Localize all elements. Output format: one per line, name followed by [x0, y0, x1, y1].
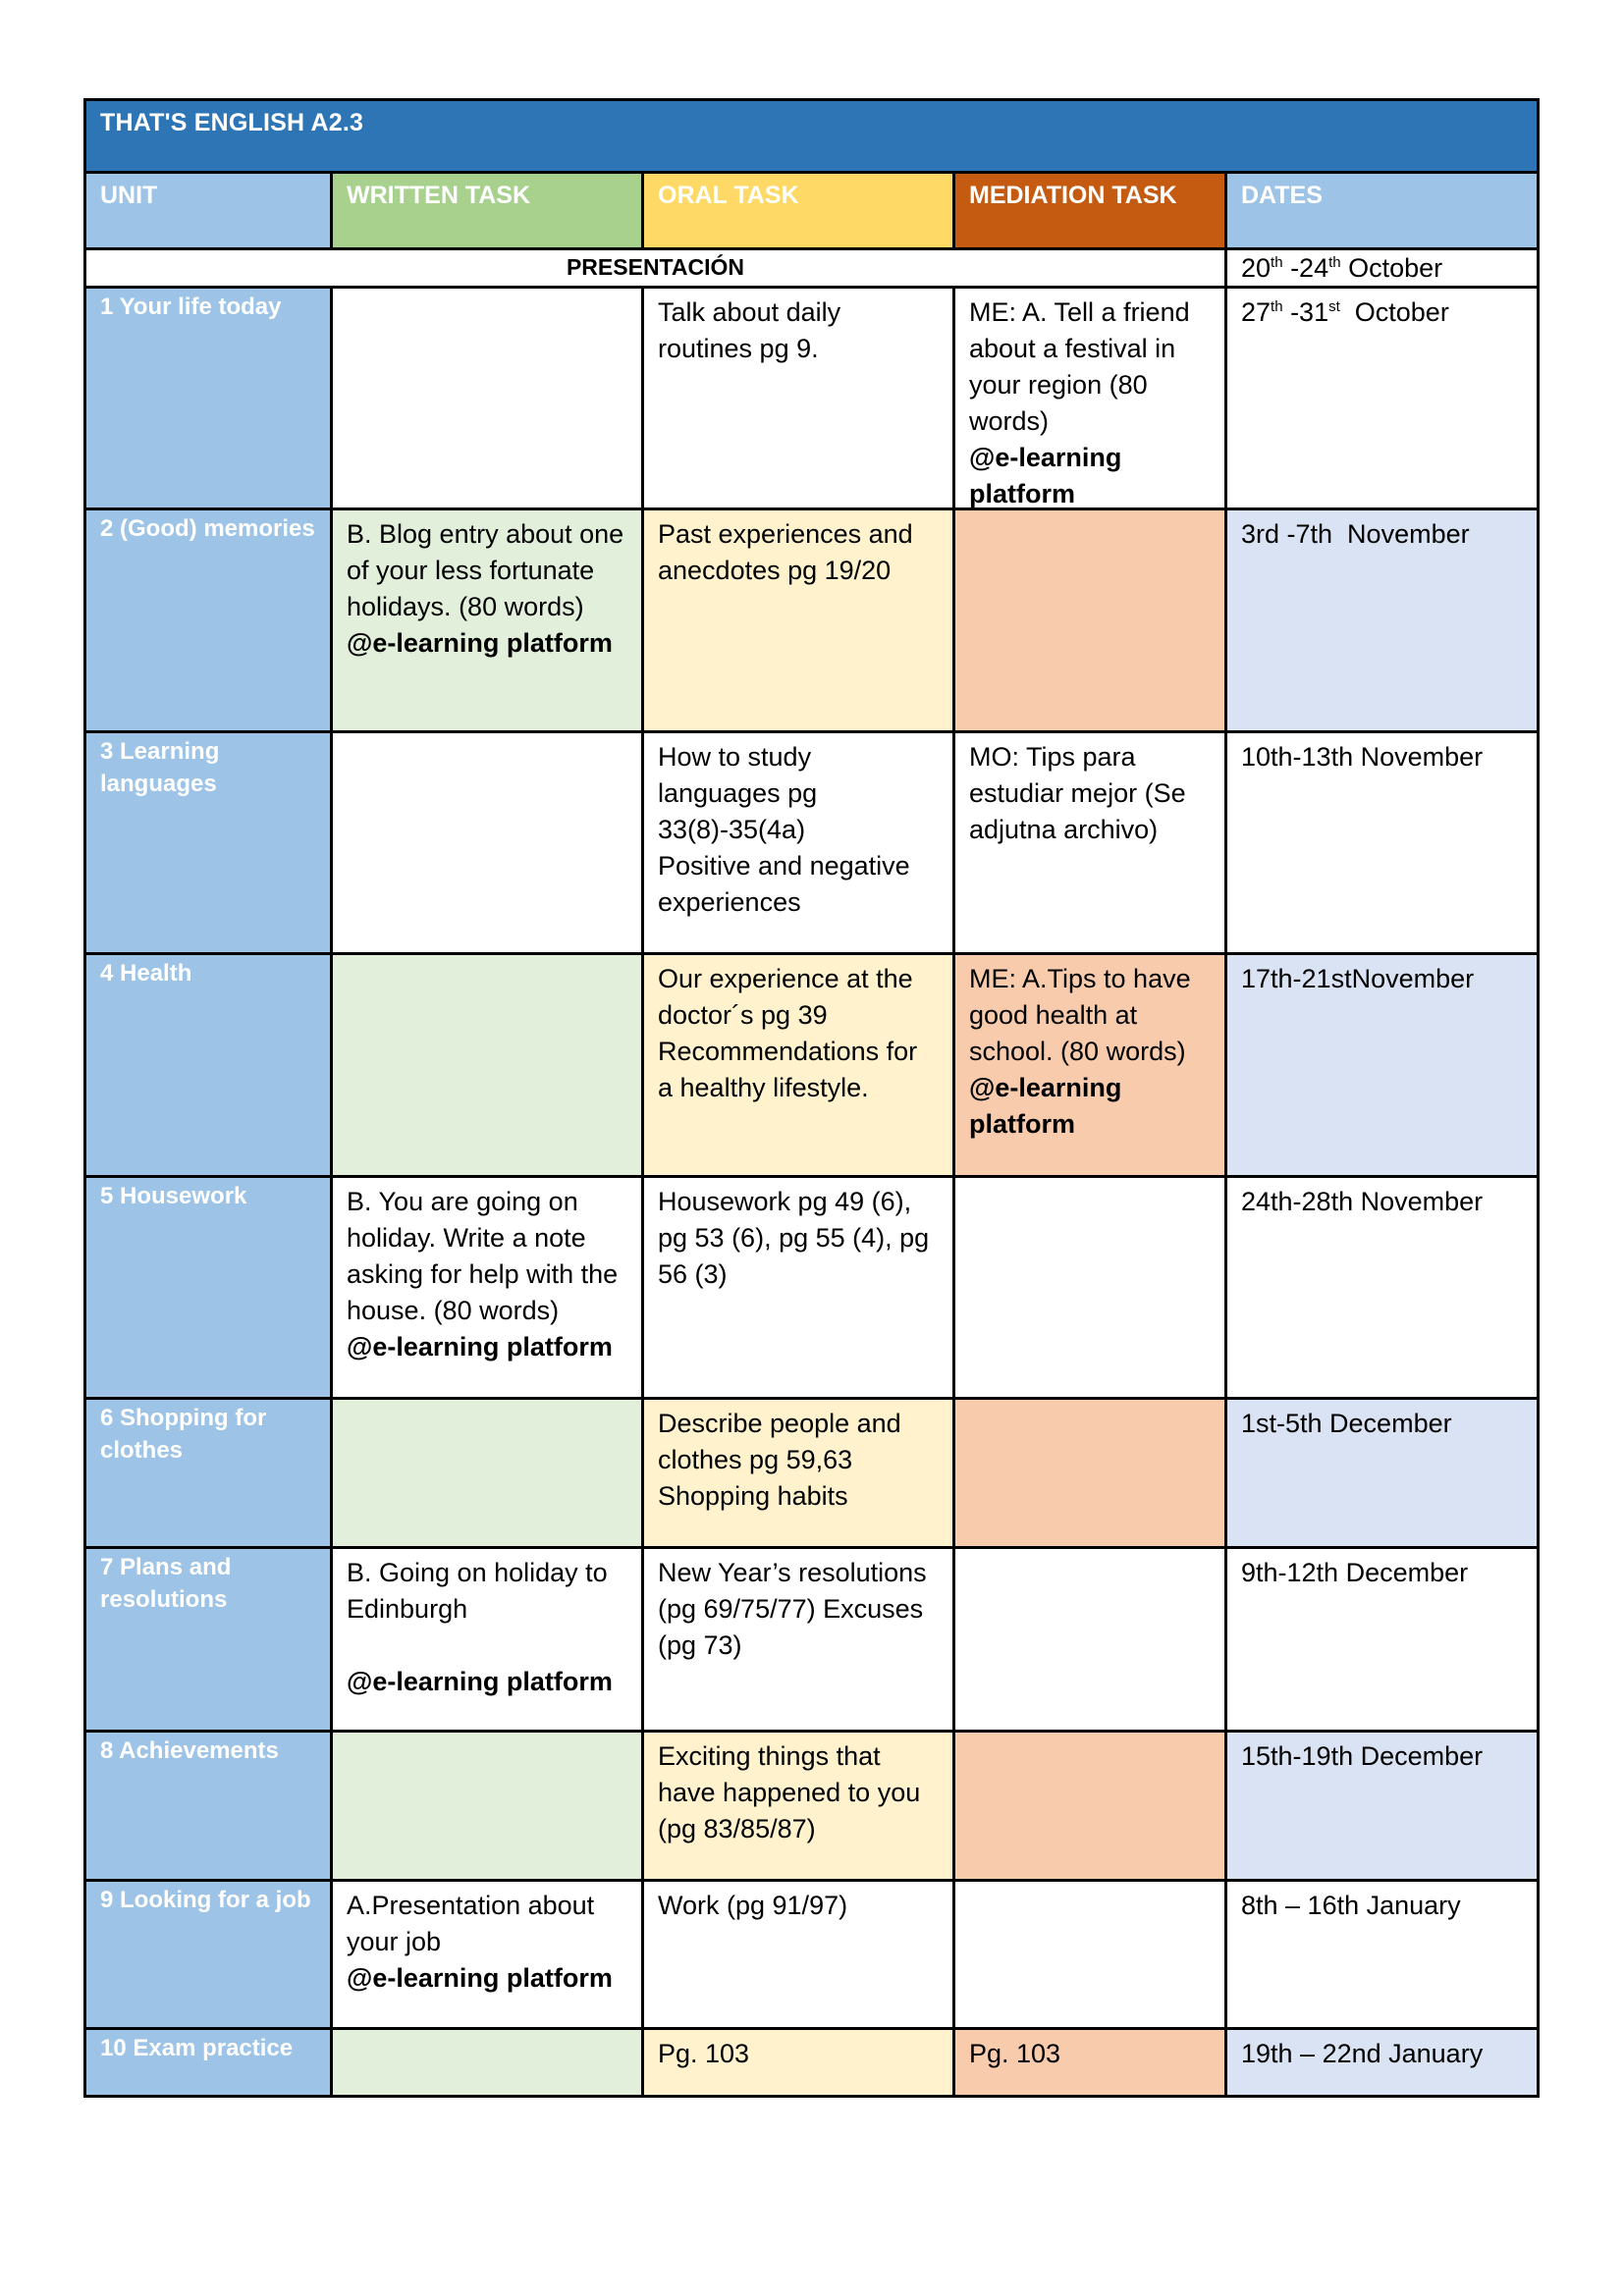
- unit-name: 2 (Good) memories: [83, 510, 333, 733]
- presentacion-label: PRESENTACIÓN: [83, 250, 1227, 289]
- platform-note: @e-learning platform: [347, 1963, 613, 1993]
- unit-row-1: [83, 289, 1540, 510]
- dates: 1st-5th December: [1227, 1400, 1540, 1549]
- header-unit: UNIT: [83, 174, 333, 250]
- mediation-task: Pg. 103: [955, 2030, 1227, 2098]
- written-task: B. Blog entry about one of your less fortunate holidays. (80 words) @e-learning platform: [333, 510, 644, 733]
- platform-note: @e-learning platform: [969, 1073, 1122, 1139]
- oral-task: Our experience at the doctor´s pg 39 Recommendations for a healthy lifestyle.: [644, 955, 955, 1178]
- header-mediation-task: MEDIATION TASK: [955, 174, 1227, 250]
- dates: 3rd -7th November: [1227, 510, 1540, 733]
- mediation-task: [955, 1882, 1227, 2030]
- oral-task: Housework pg 49 (6), pg 53 (6), pg 55 (4), pg 56 (3): [644, 1178, 955, 1400]
- mediation-task: MO: Tips para estudiar mejor (Se adjutna archivo): [955, 733, 1227, 955]
- dates: 8th – 16th January: [1227, 1882, 1540, 2030]
- oral-task: New Year’s resolutions (pg 69/75/77) Excuses (pg 73): [644, 1549, 955, 1733]
- written-task: [333, 289, 644, 510]
- mediation-task: [955, 510, 1227, 733]
- platform-note: @e-learning platform: [347, 1667, 613, 1696]
- mediation-task: [955, 1549, 1227, 1733]
- dates: 24th-28th November: [1227, 1178, 1540, 1400]
- unit-row-7: [83, 1549, 1540, 1733]
- unit-row-3: [83, 733, 1540, 955]
- mediation-task: ME: A. Tell a friend about a festival in your region (80 words) @e-learning platform: [955, 289, 1227, 510]
- written-task: [333, 955, 644, 1178]
- unit-name: 5 Housework: [83, 1178, 333, 1400]
- oral-task: Past experiences and anecdotes pg 19/20: [644, 510, 955, 733]
- unit-name: 3 Learning languages: [83, 733, 333, 955]
- written-task: [333, 2030, 644, 2098]
- unit-name: 10 Exam practice: [83, 2030, 333, 2098]
- schedule-table: [83, 98, 1540, 2098]
- presentacion-dates: 20th -24th October: [1227, 250, 1540, 289]
- oral-task: How to study languages pg 33(8)-35(4a) Positive and negative experiences: [644, 733, 955, 955]
- header-dates: DATES: [1227, 174, 1540, 250]
- unit-row-8: [83, 1733, 1540, 1882]
- written-task: [333, 733, 644, 955]
- dates: 10th-13th November: [1227, 733, 1540, 955]
- header-row: [83, 174, 1540, 250]
- written-task: B. Going on holiday to Edinburgh @e-learning platform: [333, 1549, 644, 1733]
- header-written-task: WRITTEN TASK: [333, 174, 644, 250]
- header-oral-task: ORAL TASK: [644, 174, 955, 250]
- presentacion-row: [83, 250, 1540, 289]
- unit-row-10: [83, 2030, 1540, 2098]
- unit-name: 8 Achievements: [83, 1733, 333, 1882]
- platform-note: @e-learning platform: [347, 628, 613, 658]
- oral-task: Exciting things that have happened to you (pg 83/85/87): [644, 1733, 955, 1882]
- oral-task: Describe people and clothes pg 59,63 Shopping habits: [644, 1400, 955, 1549]
- mediation-task: [955, 1400, 1227, 1549]
- written-task: B. You are going on holiday. Write a note asking for help with the house. (80 words) @e-learning platform: [333, 1178, 644, 1400]
- oral-task: Pg. 103: [644, 2030, 955, 2098]
- dates: 27th -31st October: [1227, 289, 1540, 510]
- platform-note: @e-learning platform: [347, 1332, 613, 1362]
- unit-row-5: [83, 1178, 1540, 1400]
- mediation-task: [955, 1178, 1227, 1400]
- unit-row-2: [83, 510, 1540, 733]
- unit-name: 1 Your life today: [83, 289, 333, 510]
- unit-name: 7 Plans and resolutions: [83, 1549, 333, 1733]
- dates: 19th – 22nd January: [1227, 2030, 1540, 2098]
- oral-task: Work (pg 91/97): [644, 1882, 955, 2030]
- title-row: [83, 98, 1540, 174]
- dates: 17th-21stNovember: [1227, 955, 1540, 1178]
- written-task: [333, 1400, 644, 1549]
- unit-name: 6 Shopping for clothes: [83, 1400, 333, 1549]
- written-task: A.Presentation about your job @e-learning platform: [333, 1882, 644, 2030]
- unit-name: 4 Health: [83, 955, 333, 1178]
- written-task: [333, 1733, 644, 1882]
- unit-row-9: [83, 1882, 1540, 2030]
- oral-task: Talk about daily routines pg 9.: [644, 289, 955, 510]
- unit-row-4: [83, 955, 1540, 1178]
- mediation-task: [955, 1733, 1227, 1882]
- unit-name: 9 Looking for a job: [83, 1882, 333, 2030]
- unit-row-6: [83, 1400, 1540, 1549]
- mediation-task: ME: A.Tips to have good health at school. (80 words) @e-learning platform: [955, 955, 1227, 1178]
- document-title: THAT'S ENGLISH A2.3: [83, 98, 1540, 174]
- dates: 15th-19th December: [1227, 1733, 1540, 1882]
- platform-note: @e-learning platform: [969, 443, 1122, 508]
- dates: 9th-12th December: [1227, 1549, 1540, 1733]
